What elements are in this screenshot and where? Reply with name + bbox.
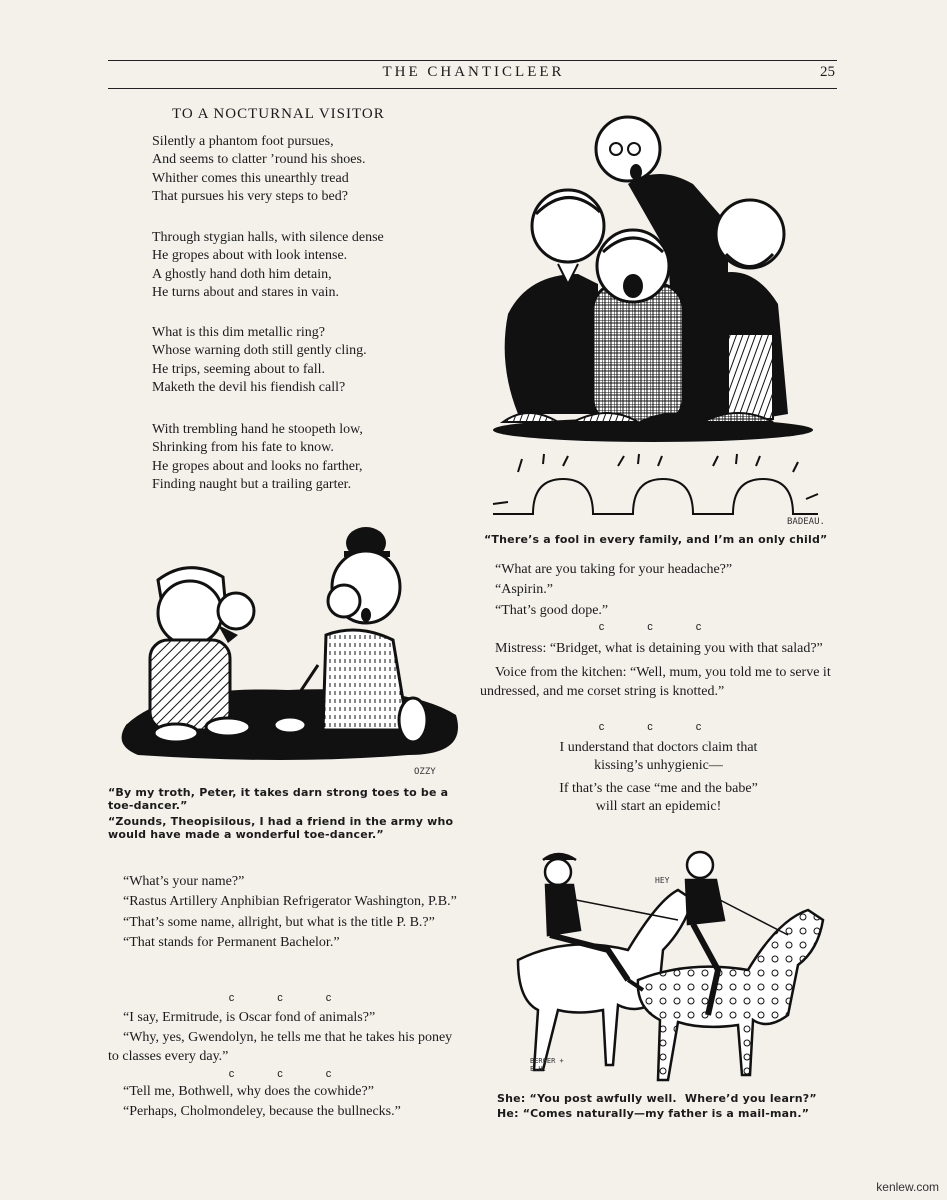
salad-joke — [480, 640, 837, 703]
poem-line: Shrinking from his fate to know. — [152, 440, 334, 456]
page-number: 25 — [820, 64, 835, 80]
dancer-caption-1: “By my troth, Peter, it takes darn strong toes to be a toe-dancer.” — [108, 786, 449, 812]
poem-line: Through stygian halls, with silence dense — [152, 230, 384, 245]
joke-line: Voice from the kitchen: “Well, mum, you told me to serve it undressed, and me corset string is knotted.” — [480, 665, 831, 699]
horses-cartoon-credit: BERGER + E.H. — [530, 1057, 564, 1073]
header-bottom-rule — [108, 88, 837, 89]
poem-line: With trembling hand he stoopeth low, — [152, 422, 363, 437]
poem-stanza-4 — [152, 421, 363, 495]
verse-line: If that’s the case “me and the babe” — [559, 780, 758, 796]
joke-line: Mistress: “Bridget, what is detaining you with that salad?” — [495, 641, 823, 656]
joke-line: “Aspirin.” — [495, 582, 553, 598]
verse-line: kissing’s unhygienic— — [594, 758, 723, 774]
joke-line: “That stands for Permanent Bachelor.” — [123, 935, 340, 951]
joke-line: “What are you taking for your headache?” — [495, 562, 733, 577]
dancer-cartoon-illustration — [108, 515, 468, 780]
poem-line: A ghostly hand doth him detain, — [152, 266, 332, 282]
joke-line: “That’s good dope.” — [495, 602, 609, 618]
horses-exclaim: HEY — [655, 876, 670, 885]
poem-stanza-3 — [152, 324, 367, 398]
headache-joke — [480, 561, 837, 622]
poem-line: Maketh the devil his fiendish call? — [152, 380, 346, 396]
animals-joke — [108, 1009, 464, 1068]
poem-line: Silently a phantom foot pursues, — [152, 134, 334, 149]
family-cartoon-illustration — [488, 104, 828, 529]
family-cartoon-caption: “There’s a fool in every family, and I’m an only child” — [484, 533, 828, 546]
poem-line: He trips, seeming about to fall. — [152, 361, 326, 377]
poem-line: He gropes about with look intense. — [152, 248, 348, 264]
family-cartoon-credit: BADEAU. — [787, 517, 825, 527]
horses-caption-2: He: “Comes naturally—my father is a mail-man.” — [497, 1107, 810, 1120]
dancer-caption-2: “Zounds, Theopisilous, I had a friend in the army who would have made a wonderful toe-dancer.” — [108, 815, 454, 841]
poem-stanza-1 — [152, 133, 365, 207]
dancer-cartoon-credit: OZZY — [414, 767, 436, 777]
poem-line: Finding naught but a trailing garter. — [152, 477, 352, 493]
kissing-verse — [480, 739, 837, 817]
separator: c c c — [598, 721, 722, 733]
separator: c c c — [598, 621, 722, 633]
joke-line: “Why, yes, Gwendolyn, he tells me that he takes his poney to classes every day.” — [108, 1030, 453, 1064]
separator: c c c — [228, 992, 352, 1004]
name-joke — [108, 873, 464, 955]
poem-line: Whither comes this unearthly tread — [152, 170, 349, 186]
cowhide-joke — [108, 1083, 464, 1124]
joke-line: “I say, Ermitrude, is Oscar fond of animals?” — [123, 1010, 376, 1025]
poem-stanza-2 — [152, 229, 384, 303]
watermark: kenlew.com — [876, 1180, 939, 1194]
horses-caption-1: She: “You post awfully well. Where’d you learn?” — [497, 1092, 817, 1105]
poem-line: That pursues his very steps to bed? — [152, 189, 348, 205]
poem-line: Whose warning doth still gently cling. — [152, 343, 367, 359]
joke-line: “Tell me, Bothwell, why does the cowhide?” — [123, 1084, 374, 1099]
poem-title: TO A NOCTURNAL VISITOR — [172, 106, 385, 122]
separator: c c c — [228, 1068, 352, 1080]
poem-line: What is this dim metallic ring? — [152, 325, 326, 340]
joke-line: “That’s some name, allright, but what is the title P. B.?” — [123, 914, 435, 930]
verse-line: I understand that doctors claim that — [559, 740, 758, 755]
poem-line: He gropes about and looks no farther, — [152, 458, 363, 474]
running-head: THE CHANTICLEER — [382, 64, 565, 80]
header-top-rule — [108, 60, 837, 61]
joke-line: “Perhaps, Cholmondeley, because the bullnecks.” — [123, 1104, 401, 1120]
poem-line: And seems to clatter ’round his shoes. — [152, 152, 366, 168]
joke-line: “What’s your name?” — [123, 874, 245, 889]
verse-line: will start an epidemic! — [595, 799, 722, 815]
poem-line: He turns about and stares in vain. — [152, 285, 340, 301]
joke-line: “Rastus Artillery Anphibian Refrigerator Washington, P.B.” — [123, 894, 457, 910]
